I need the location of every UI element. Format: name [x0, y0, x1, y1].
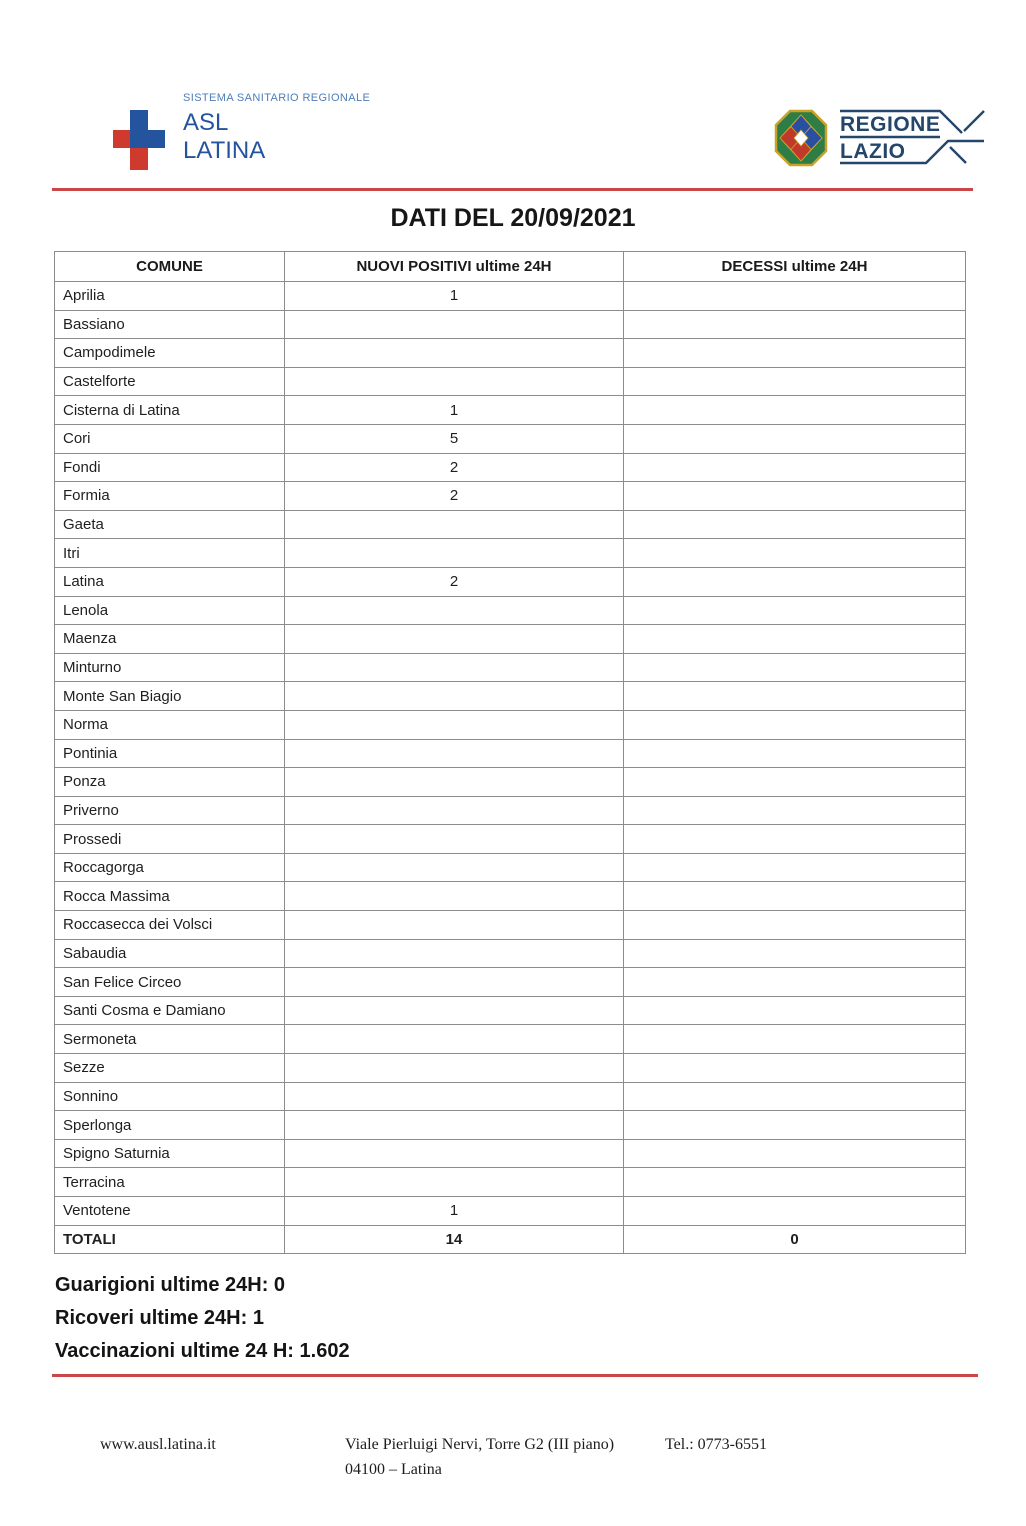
summary-guarigioni: Guarigioni ultime 24H: 0	[55, 1274, 286, 1296]
positivi-cell	[285, 825, 624, 854]
table-row	[55, 1139, 966, 1168]
positivi-cell	[285, 1054, 624, 1083]
positivi-cell: 2	[285, 453, 624, 482]
decessi-cell	[624, 1054, 966, 1083]
decessi-cell	[624, 1082, 966, 1111]
page-title: DATI DEL 20/09/2021	[390, 204, 636, 232]
table-row	[55, 453, 966, 482]
table-row	[55, 367, 966, 396]
table-row	[55, 1025, 966, 1054]
table-row	[55, 996, 966, 1025]
positivi-cell	[285, 539, 624, 568]
table-row	[55, 625, 966, 654]
table-row	[55, 739, 966, 768]
comune-cell: Sermoneta	[55, 1025, 285, 1054]
table-row	[55, 482, 966, 511]
footer-phone: Tel.: 0773-6551	[665, 1436, 767, 1453]
decessi-cell	[624, 739, 966, 768]
decessi-cell	[624, 1111, 966, 1140]
decessi-cell	[624, 653, 966, 682]
decessi-cell	[624, 424, 966, 453]
table-body	[55, 282, 966, 1254]
table-row	[55, 1197, 966, 1226]
positivi-cell: 2	[285, 482, 624, 511]
comune-cell: Sabaudia	[55, 939, 285, 968]
table-row	[55, 853, 966, 882]
table-row	[55, 1111, 966, 1140]
comune-cell: Aprilia	[55, 282, 285, 311]
comune-cell: Priverno	[55, 796, 285, 825]
positivi-cell: 1	[285, 396, 624, 425]
positivi-cell	[285, 310, 624, 339]
decessi-cell	[624, 310, 966, 339]
table-row	[55, 1168, 966, 1197]
decessi-cell	[624, 825, 966, 854]
decessi-cell	[624, 882, 966, 911]
table-row	[55, 1082, 966, 1111]
comune-cell: Sonnino	[55, 1082, 285, 1111]
table-row	[55, 939, 966, 968]
comune-cell: Ventotene	[55, 1197, 285, 1226]
positivi-cell	[285, 1082, 624, 1111]
summary-ricoveri: Ricoveri ultime 24H: 1	[55, 1307, 264, 1329]
footer-website: www.ausl.latina.it	[100, 1436, 216, 1453]
decessi-cell	[624, 367, 966, 396]
positivi-cell	[285, 367, 624, 396]
decessi-cell	[624, 510, 966, 539]
table-row	[55, 567, 966, 596]
positivi-cell: 1	[285, 282, 624, 311]
table-row	[55, 510, 966, 539]
decessi-cell	[624, 710, 966, 739]
comune-cell: Roccagorga	[55, 853, 285, 882]
table-row	[55, 310, 966, 339]
comune-cell: Sezze	[55, 1054, 285, 1083]
decessi-cell	[624, 796, 966, 825]
decessi-cell	[624, 396, 966, 425]
positivi-cell	[285, 710, 624, 739]
summary-block	[55, 1269, 350, 1368]
decessi-cell	[624, 768, 966, 797]
asl-name-line2: LATINA	[183, 137, 266, 164]
footer-address-line2: 04100 – Latina	[345, 1461, 442, 1478]
table-row	[55, 882, 966, 911]
table-row	[55, 968, 966, 997]
positivi-cell: 1	[285, 1197, 624, 1226]
table-row	[55, 596, 966, 625]
positivi-cell	[285, 796, 624, 825]
table-row	[55, 682, 966, 711]
comune-cell: Itri	[55, 539, 285, 568]
comune-cell: Latina	[55, 567, 285, 596]
table-row	[55, 539, 966, 568]
decessi-cell	[624, 1168, 966, 1197]
comune-cell: Campodimele	[55, 339, 285, 368]
decessi-cell	[624, 939, 966, 968]
table-row	[55, 339, 966, 368]
positivi-cell	[285, 853, 624, 882]
column-header-nuovi-positivi: NUOVI POSITIVI ultime 24H	[285, 252, 624, 282]
positivi-cell: 2	[285, 567, 624, 596]
comune-cell: Spigno Saturnia	[55, 1139, 285, 1168]
totals-row	[55, 1225, 966, 1254]
table-row	[55, 396, 966, 425]
comune-cell: Gaeta	[55, 510, 285, 539]
comune-cell: Monte San Biagio	[55, 682, 285, 711]
decessi-cell	[624, 853, 966, 882]
table-row	[55, 653, 966, 682]
decessi-cell	[624, 968, 966, 997]
positivi-cell	[285, 968, 624, 997]
regione-lazio-wordmark	[838, 106, 986, 168]
positivi-cell	[285, 939, 624, 968]
comune-cell: Lenola	[55, 596, 285, 625]
positivi-cell	[285, 1168, 624, 1197]
comuni-data-table	[54, 251, 966, 1254]
asl-name-line1: ASL	[183, 109, 229, 136]
comune-cell: San Felice Circeo	[55, 968, 285, 997]
comune-cell: Minturno	[55, 653, 285, 682]
decessi-cell	[624, 482, 966, 511]
comune-cell: Rocca Massima	[55, 882, 285, 911]
comune-cell: Castelforte	[55, 367, 285, 396]
regione-text: REGIONE	[840, 113, 941, 136]
regione-lazio-emblem-icon	[774, 109, 828, 167]
positivi-cell	[285, 596, 624, 625]
lazio-text: LAZIO	[840, 140, 906, 163]
table-row	[55, 282, 966, 311]
decessi-cell	[624, 282, 966, 311]
positivi-cell	[285, 996, 624, 1025]
footer-divider-rule	[52, 1374, 978, 1377]
table-row	[55, 796, 966, 825]
comune-cell: Terracina	[55, 1168, 285, 1197]
positivi-cell	[285, 510, 624, 539]
comune-cell: Santi Cosma e Damiano	[55, 996, 285, 1025]
positivi-cell	[285, 625, 624, 654]
decessi-cell	[624, 1025, 966, 1054]
decessi-cell	[624, 1197, 966, 1226]
decessi-cell	[624, 911, 966, 940]
decessi-cell	[624, 996, 966, 1025]
positivi-cell	[285, 768, 624, 797]
table-row	[55, 710, 966, 739]
positivi-cell	[285, 1139, 624, 1168]
decessi-cell	[624, 682, 966, 711]
decessi-cell	[624, 339, 966, 368]
comune-cell: Sperlonga	[55, 1111, 285, 1140]
column-header-decessi: DECESSI ultime 24H	[624, 252, 966, 282]
positivi-cell	[285, 739, 624, 768]
positivi-cell	[285, 1111, 624, 1140]
column-header-comune: COMUNE	[55, 252, 285, 282]
asl-name	[183, 109, 265, 165]
positivi-cell	[285, 1025, 624, 1054]
totals-decessi: 0	[624, 1225, 966, 1254]
comune-cell: Roccasecca dei Volsci	[55, 911, 285, 940]
table-row	[55, 424, 966, 453]
asl-cross-icon	[113, 110, 165, 170]
decessi-cell	[624, 625, 966, 654]
sistema-sanitario-label: SISTEMA SANITARIO REGIONALE	[183, 92, 371, 104]
comune-cell: Pontinia	[55, 739, 285, 768]
decessi-cell	[624, 1139, 966, 1168]
positivi-cell	[285, 911, 624, 940]
table-row	[55, 1054, 966, 1083]
positivi-cell: 5	[285, 424, 624, 453]
comune-cell: Bassiano	[55, 310, 285, 339]
positivi-cell	[285, 682, 624, 711]
table-header-row	[55, 252, 966, 282]
comune-cell: Formia	[55, 482, 285, 511]
comune-cell: Cori	[55, 424, 285, 453]
table-row	[55, 911, 966, 940]
header-divider-rule	[52, 188, 973, 191]
table-row	[55, 768, 966, 797]
totals-label: TOTALI	[55, 1225, 285, 1254]
summary-vaccinazioni: Vaccinazioni ultime 24 H: 1.602	[55, 1340, 350, 1362]
decessi-cell	[624, 567, 966, 596]
totals-positivi: 14	[285, 1225, 624, 1254]
footer-address	[345, 1432, 614, 1482]
positivi-cell	[285, 882, 624, 911]
decessi-cell	[624, 453, 966, 482]
footer-address-line1: Viale Pierluigi Nervi, Torre G2 (III piano)	[345, 1436, 615, 1453]
decessi-cell	[624, 539, 966, 568]
comune-cell: Maenza	[55, 625, 285, 654]
comune-cell: Ponza	[55, 768, 285, 797]
comune-cell: Cisterna di Latina	[55, 396, 285, 425]
comune-cell: Prossedi	[55, 825, 285, 854]
comune-cell: Fondi	[55, 453, 285, 482]
positivi-cell	[285, 653, 624, 682]
table-row	[55, 825, 966, 854]
decessi-cell	[624, 596, 966, 625]
positivi-cell	[285, 339, 624, 368]
comune-cell: Norma	[55, 710, 285, 739]
